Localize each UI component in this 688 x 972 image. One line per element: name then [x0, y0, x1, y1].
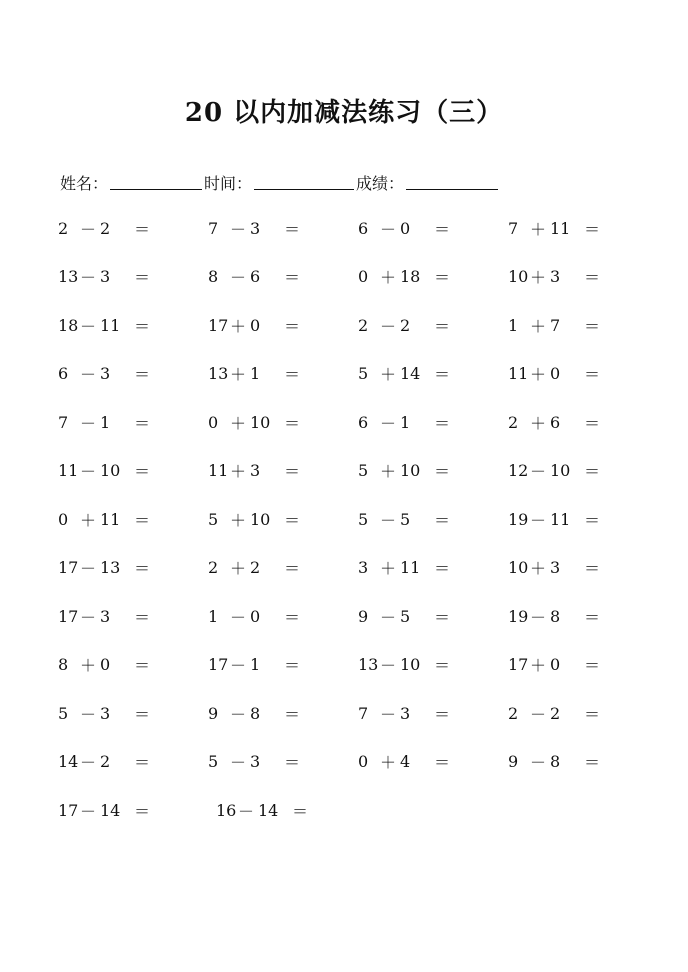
operand-a: 17 — [58, 558, 79, 577]
equals-sign: ＝ — [583, 365, 600, 384]
operand-b: 5 — [400, 509, 411, 529]
arithmetic-problem — [358, 554, 508, 582]
operand-a: 5 — [358, 461, 369, 480]
arithmetic-problem — [216, 796, 374, 824]
operand-a: 19 — [508, 606, 529, 626]
operand-a: 10 — [508, 267, 529, 286]
operator: － — [229, 268, 246, 287]
operand-b: 1 — [250, 655, 261, 674]
operand-a: 14 — [58, 752, 79, 771]
problem-row — [58, 602, 658, 651]
equals-sign: ＝ — [583, 704, 600, 724]
operator: － — [79, 559, 96, 578]
operand-b: 2 — [400, 315, 411, 335]
operator: － — [229, 753, 246, 772]
arithmetic-problem — [358, 505, 508, 533]
operand-b: 8 — [550, 606, 561, 626]
arithmetic-problem — [58, 360, 208, 388]
operator: ＋ — [529, 413, 546, 433]
arithmetic-problem — [208, 602, 358, 630]
operand-a: 2 — [208, 558, 219, 577]
problem-row — [58, 360, 658, 409]
operand-b: 2 — [100, 752, 111, 771]
operator: － — [529, 704, 546, 724]
equals-sign: ＝ — [433, 510, 450, 530]
operand-a: 9 — [208, 703, 219, 723]
arithmetic-problem — [58, 796, 216, 824]
operator: ＋ — [379, 559, 396, 578]
operand-b: 2 — [550, 703, 561, 723]
operator: ＋ — [379, 268, 396, 287]
problem-row — [58, 796, 658, 845]
operand-a: 9 — [358, 606, 369, 626]
arithmetic-problem — [58, 554, 208, 582]
equals-sign: ＝ — [433, 316, 450, 336]
operand-b: 10 — [100, 461, 121, 480]
problem-row — [58, 214, 658, 263]
operand-a: 2 — [58, 218, 69, 238]
operator: ＋ — [529, 656, 546, 675]
operand-a: 0 — [58, 509, 69, 529]
equals-sign: ＝ — [283, 365, 300, 384]
operand-a: 0 — [208, 412, 219, 432]
equals-sign: ＝ — [283, 753, 300, 772]
operand-b: 1 — [400, 412, 411, 432]
time-blank[interactable] — [254, 171, 354, 190]
arithmetic-problem — [58, 699, 208, 727]
operator: － — [379, 656, 396, 675]
arithmetic-problem — [508, 311, 658, 339]
arithmetic-problem — [358, 602, 508, 630]
equals-sign: ＝ — [433, 365, 450, 384]
operand-a: 2 — [508, 412, 519, 432]
operand-a: 11 — [208, 461, 229, 480]
arithmetic-problem — [358, 457, 508, 485]
operator: － — [237, 801, 254, 821]
operand-b: 11 — [400, 558, 421, 577]
equals-sign: ＝ — [283, 510, 300, 530]
operand-a: 11 — [508, 364, 529, 383]
operand-b: 8 — [550, 752, 561, 771]
arithmetic-problem — [508, 360, 658, 388]
arithmetic-problem — [58, 263, 208, 291]
arithmetic-problem — [208, 360, 358, 388]
operator: － — [529, 510, 546, 530]
operand-b: 10 — [400, 461, 421, 480]
student-info-line — [60, 168, 500, 194]
operand-b: 6 — [250, 267, 261, 286]
operand-a: 2 — [508, 703, 519, 723]
name-blank[interactable] — [110, 171, 202, 190]
arithmetic-problem — [508, 651, 658, 679]
operand-a: 11 — [58, 461, 79, 480]
operator: ＋ — [529, 559, 546, 578]
problem-row — [58, 505, 658, 554]
arithmetic-problem — [208, 554, 358, 582]
operand-b: 3 — [100, 703, 111, 723]
arithmetic-problem — [208, 699, 358, 727]
operator: － — [79, 219, 96, 239]
equals-sign: ＝ — [133, 559, 150, 578]
equals-sign: ＝ — [133, 219, 150, 239]
operand-a: 7 — [208, 218, 219, 238]
operand-a: 0 — [358, 267, 369, 286]
equals-sign: ＝ — [433, 753, 450, 772]
arithmetic-problem — [58, 408, 208, 436]
equals-sign: ＝ — [433, 607, 450, 627]
equals-sign: ＝ — [433, 413, 450, 433]
operand-b: 3 — [100, 267, 111, 286]
equals-sign: ＝ — [133, 365, 150, 384]
equals-sign: ＝ — [133, 268, 150, 287]
operator: － — [529, 753, 546, 772]
operand-b: 11 — [100, 315, 121, 335]
operator: － — [79, 413, 96, 433]
operator: － — [79, 801, 96, 821]
operator: ＋ — [529, 268, 546, 287]
operand-a: 5 — [208, 752, 219, 771]
operand-b: 0 — [550, 655, 561, 674]
operand-b: 0 — [550, 364, 561, 383]
operator: － — [229, 656, 246, 675]
equals-sign: ＝ — [283, 413, 300, 433]
operator: － — [79, 268, 96, 287]
equals-sign: ＝ — [433, 656, 450, 675]
operand-b: 2 — [100, 218, 111, 238]
arithmetic-problem — [508, 214, 658, 242]
arithmetic-problem — [208, 263, 358, 291]
equals-sign: ＝ — [583, 219, 600, 239]
operand-b: 14 — [400, 364, 421, 383]
operand-a: 12 — [508, 461, 529, 480]
operand-b: 11 — [100, 509, 121, 529]
operand-a: 7 — [358, 703, 369, 723]
arithmetic-problem — [508, 408, 658, 436]
arithmetic-problem — [58, 457, 208, 485]
equals-sign: ＝ — [133, 510, 150, 530]
operator: ＋ — [229, 316, 246, 336]
operand-a: 17 — [208, 315, 229, 335]
operator: ＋ — [229, 413, 246, 433]
equals-sign: ＝ — [583, 753, 600, 772]
arithmetic-problem — [508, 505, 658, 533]
operand-b: 3 — [100, 364, 111, 383]
operand-b: 1 — [100, 412, 111, 432]
operand-a: 1 — [508, 315, 519, 335]
equals-sign: ＝ — [583, 559, 600, 578]
operand-b: 5 — [400, 606, 411, 626]
operator: － — [79, 753, 96, 772]
operand-b: 11 — [550, 218, 571, 238]
operator: － — [379, 607, 396, 627]
operand-a: 1 — [208, 606, 219, 626]
operator: ＋ — [79, 510, 96, 530]
time-label: 时间： — [204, 174, 253, 193]
equals-sign: ＝ — [433, 268, 450, 287]
equals-sign: ＝ — [133, 413, 150, 433]
operator: ＋ — [229, 462, 246, 481]
operand-a: 17 — [58, 606, 79, 626]
operand-b: 1 — [250, 364, 261, 383]
operand-b: 6 — [550, 412, 561, 432]
operator: － — [379, 316, 396, 336]
operand-a: 13 — [58, 267, 79, 286]
operator: ＋ — [229, 510, 246, 530]
operand-b: 0 — [250, 606, 261, 626]
operand-a: 6 — [58, 364, 69, 383]
page-title: 20 以内加减法练习（三） — [184, 98, 504, 128]
equals-sign: ＝ — [291, 801, 308, 821]
equals-sign: ＝ — [283, 219, 300, 239]
arithmetic-problem — [208, 408, 358, 436]
arithmetic-problem — [208, 651, 358, 679]
arithmetic-problem — [358, 311, 508, 339]
arithmetic-problem — [58, 748, 208, 776]
score-label: 成绩： — [356, 174, 405, 193]
arithmetic-problem — [58, 214, 208, 242]
operand-b: 0 — [400, 218, 411, 238]
operand-a: 8 — [208, 267, 219, 286]
equals-sign: ＝ — [283, 656, 300, 675]
operand-a: 19 — [508, 509, 529, 529]
operand-a: 10 — [508, 558, 529, 577]
operand-b: 3 — [550, 558, 561, 577]
equals-sign: ＝ — [583, 656, 600, 675]
operand-b: 10 — [400, 655, 421, 674]
operand-a: 8 — [58, 655, 69, 674]
problem-row — [58, 408, 658, 457]
arithmetic-problem — [208, 311, 358, 339]
operand-b: 3 — [100, 606, 111, 626]
equals-sign: ＝ — [283, 268, 300, 287]
operand-a: 5 — [358, 364, 369, 383]
operator: ＋ — [79, 656, 96, 675]
operand-b: 3 — [400, 703, 411, 723]
operand-b: 11 — [550, 509, 571, 529]
arithmetic-problem — [508, 554, 658, 582]
operator: ＋ — [529, 365, 546, 384]
operator: － — [229, 607, 246, 627]
equals-sign: ＝ — [433, 559, 450, 578]
arithmetic-problem — [358, 651, 508, 679]
operator: ＋ — [229, 365, 246, 384]
arithmetic-problem — [508, 602, 658, 630]
arithmetic-problem — [358, 408, 508, 436]
operand-a: 6 — [358, 412, 369, 432]
equals-sign: ＝ — [583, 510, 600, 530]
operator: － — [379, 510, 396, 530]
operand-a: 18 — [58, 315, 79, 335]
operator: － — [529, 462, 546, 481]
problem-row — [58, 699, 658, 748]
operator: － — [229, 219, 246, 239]
equals-sign: ＝ — [133, 753, 150, 772]
arithmetic-problem — [508, 457, 658, 485]
name-label: 姓名： — [60, 174, 109, 193]
operand-b: 10 — [250, 509, 271, 529]
equals-sign: ＝ — [283, 559, 300, 578]
arithmetic-problem — [208, 748, 358, 776]
operand-a: 17 — [208, 655, 229, 674]
operand-a: 3 — [358, 558, 369, 577]
operand-b: 10 — [250, 412, 271, 432]
operator: － — [529, 607, 546, 627]
problem-row — [58, 263, 658, 312]
arithmetic-problem — [208, 505, 358, 533]
operator: － — [379, 219, 396, 239]
operand-b: 0 — [100, 655, 111, 674]
arithmetic-problem — [358, 699, 508, 727]
operand-a: 6 — [358, 218, 369, 238]
operand-a: 5 — [358, 509, 369, 529]
operator: ＋ — [529, 316, 546, 336]
equals-sign: ＝ — [433, 462, 450, 481]
equals-sign: ＝ — [133, 801, 150, 821]
arithmetic-problem — [208, 214, 358, 242]
operand-b: 7 — [550, 315, 561, 335]
arithmetic-problem — [358, 263, 508, 291]
equals-sign: ＝ — [583, 462, 600, 481]
equals-sign: ＝ — [133, 704, 150, 724]
equals-sign: ＝ — [583, 413, 600, 433]
score-blank[interactable] — [406, 171, 498, 190]
equals-sign: ＝ — [133, 462, 150, 481]
equals-sign: ＝ — [133, 607, 150, 627]
operand-a: 9 — [508, 752, 519, 771]
operand-b: 0 — [250, 315, 261, 335]
operand-a: 17 — [508, 655, 529, 674]
arithmetic-problem — [508, 748, 658, 776]
operand-a: 17 — [58, 800, 79, 820]
operator: － — [79, 704, 96, 724]
operand-a: 7 — [58, 412, 69, 432]
operand-b: 13 — [100, 558, 121, 577]
problem-row — [58, 651, 658, 700]
operand-a: 16 — [216, 800, 237, 820]
equals-sign: ＝ — [283, 704, 300, 724]
operator: － — [379, 413, 396, 433]
arithmetic-problem — [358, 360, 508, 388]
operand-b: 3 — [250, 461, 261, 480]
operand-b: 8 — [250, 703, 261, 723]
operator: － — [79, 316, 96, 336]
operand-b: 18 — [400, 267, 421, 286]
operator: ＋ — [229, 559, 246, 578]
operand-a: 13 — [208, 364, 229, 383]
operand-a: 13 — [358, 655, 379, 674]
operator: － — [79, 607, 96, 627]
operator: ＋ — [379, 365, 396, 384]
equals-sign: ＝ — [583, 316, 600, 336]
arithmetic-problem — [208, 457, 358, 485]
equals-sign: ＝ — [133, 316, 150, 336]
operand-a: 2 — [358, 315, 369, 335]
problem-row — [58, 748, 658, 797]
arithmetic-problem — [508, 699, 658, 727]
operand-b: 10 — [550, 461, 571, 480]
operator: － — [229, 704, 246, 724]
equals-sign: ＝ — [283, 607, 300, 627]
arithmetic-problem — [58, 651, 208, 679]
operand-a: 5 — [208, 509, 219, 529]
equals-sign: ＝ — [433, 219, 450, 239]
equals-sign: ＝ — [283, 462, 300, 481]
arithmetic-problem — [58, 505, 208, 533]
arithmetic-problem — [358, 214, 508, 242]
arithmetic-problem — [58, 311, 208, 339]
operator: ＋ — [529, 219, 546, 239]
problem-row — [58, 554, 658, 603]
operator: ＋ — [379, 462, 396, 481]
equals-sign: ＝ — [283, 316, 300, 336]
operand-b: 3 — [550, 267, 561, 286]
operand-b: 4 — [400, 752, 411, 771]
arithmetic-problem — [508, 263, 658, 291]
problem-row — [58, 311, 658, 360]
operand-b: 14 — [258, 800, 279, 820]
operand-b: 14 — [100, 800, 121, 820]
arithmetic-problem — [358, 748, 508, 776]
operand-a: 7 — [508, 218, 519, 238]
operator: － — [379, 704, 396, 724]
operand-b: 3 — [250, 752, 261, 771]
operator: － — [79, 462, 96, 481]
operand-b: 2 — [250, 558, 261, 577]
operator: － — [79, 365, 96, 384]
arithmetic-problem — [58, 602, 208, 630]
operator: ＋ — [379, 753, 396, 772]
equals-sign: ＝ — [133, 656, 150, 675]
equals-sign: ＝ — [583, 268, 600, 287]
operand-a: 0 — [358, 752, 369, 771]
equals-sign: ＝ — [433, 704, 450, 724]
operand-b: 3 — [250, 218, 261, 238]
problem-row — [58, 457, 658, 506]
equals-sign: ＝ — [583, 607, 600, 627]
problem-grid — [58, 214, 658, 845]
operand-a: 5 — [58, 703, 69, 723]
